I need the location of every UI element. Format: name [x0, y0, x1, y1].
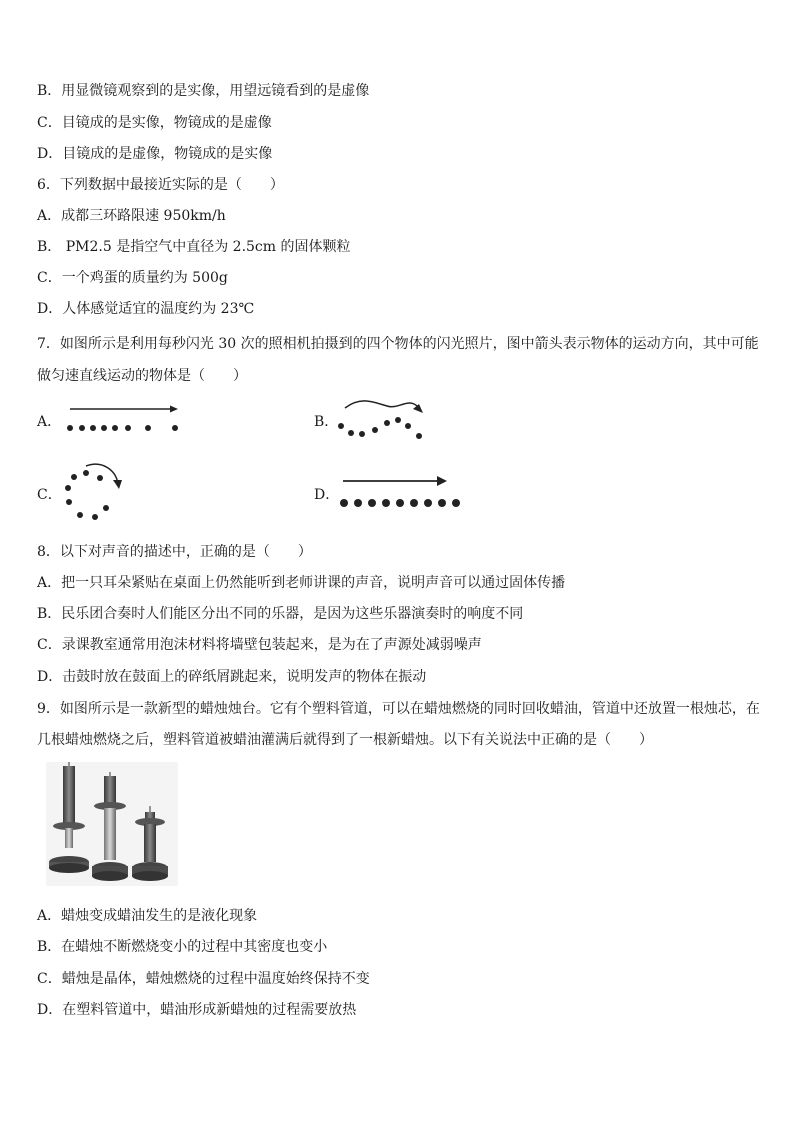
q5-option-b: B．用显微镜观察到的是实像，用望远镜看到的是虚像 — [37, 83, 370, 99]
dot-icon — [145, 425, 151, 431]
dot-icon — [83, 470, 89, 476]
q6-stem: 6．下列数据中最接近实际的是（ ） — [37, 177, 284, 193]
dot-icon — [395, 417, 401, 423]
q7-label-b: B． — [314, 414, 339, 430]
q9-stem-line1: 9．如图所示是一款新型的蜡烛烛台。它有个塑料管道，可以在蜡烛燃烧的同时回收蜡油，管道中还放置一根烛芯，在 — [37, 701, 760, 717]
dot-icon — [410, 499, 418, 507]
q9-stem-line2: 几根蜡烛燃烧之后，塑料管道被蜡油灌满后就得到了一根新蜡烛。以下有关说法中正确的是（ ） — [37, 732, 653, 748]
dot-icon — [71, 474, 77, 480]
dot-icon — [405, 423, 411, 429]
dot-icon — [101, 425, 107, 431]
dot-icon — [424, 499, 432, 507]
dot-icon — [77, 512, 83, 518]
arrow-icon — [345, 401, 423, 413]
dot-icon — [359, 431, 365, 437]
dot-icon — [348, 430, 354, 436]
arrow-icon — [343, 476, 447, 486]
dot-icon — [384, 420, 390, 426]
dot-icon — [90, 425, 96, 431]
q6-option-b: B． PM2.5 是指空气中直径为 2.5cm 的固体颗粒 — [37, 239, 351, 255]
q9-option-d: D．在塑料管道中，蜡油形成新蜡烛的过程需要放热 — [37, 1002, 357, 1018]
q7-stem-line1: 7．如图所示是利用每秒闪光 30 次的照相机拍摄到的四个物体的闪光照片，图中箭头表示物体的运动方向，其中可能 — [37, 336, 759, 352]
q7-label-d: D． — [314, 487, 340, 503]
q6-option-a: A．成都三环路限速 950km/h — [37, 208, 226, 224]
dot-icon — [172, 425, 178, 431]
q7-stem-line2: 做匀速直线运动的物体是（ ） — [37, 368, 247, 384]
arrow-icon — [86, 464, 122, 489]
dot-icon — [103, 505, 109, 511]
dot-icon — [125, 425, 131, 431]
q8-option-a: A．把一只耳朵紧贴在桌面上仍然能听到老师讲课的声音，说明声音可以通过固体传播 — [37, 575, 566, 591]
q7-figure-c — [58, 460, 130, 526]
dot-icon — [79, 425, 85, 431]
dot-icon — [452, 499, 460, 507]
q7-figure-b — [333, 396, 433, 444]
q7-label-a: A． — [37, 414, 62, 430]
q7-figure-a — [60, 400, 190, 440]
dot-icon — [368, 499, 376, 507]
dot-icon — [67, 425, 73, 431]
q9-option-a: A．蜡烛变成蜡油发生的是液化现象 — [37, 908, 258, 924]
dot-icon — [112, 425, 118, 431]
dot-icon — [65, 485, 71, 491]
dot-icon — [66, 499, 72, 505]
q5-option-c: C．目镜成的是实像，物镜成的是虚像 — [37, 115, 272, 131]
q6-option-c: C．一个鸡蛋的质量约为 500g — [37, 270, 228, 286]
q5-option-d: D．目镜成的是虚像，物镜成的是实像 — [37, 146, 273, 162]
dot-icon — [396, 499, 404, 507]
q9-option-b: B．在蜡烛不断燃烧变小的过程中其密度也变小 — [37, 939, 328, 955]
q9-option-c: C．蜡烛是晶体，蜡烛燃烧的过程中温度始终保持不变 — [37, 971, 370, 987]
dot-icon — [92, 514, 98, 520]
dot-icon — [97, 475, 103, 481]
q6-option-d: D．人体感觉适宜的温度约为 23℃ — [37, 301, 255, 317]
q9-candle-holder-photo — [46, 762, 178, 886]
q8-option-b: B．民乐团合奏时人们能区分出不同的乐器，是因为这些乐器演奏时的响度不同 — [37, 606, 524, 622]
q8-option-c: C．录课教室通常用泡沫材料将墙壁包装起来，是为在了声源处减弱噪声 — [37, 637, 482, 653]
dot-icon — [340, 499, 348, 507]
dot-icon — [372, 427, 378, 433]
q8-stem: 8．以下对声音的描述中，正确的是（ ） — [37, 544, 312, 560]
arrow-icon — [70, 406, 178, 413]
dot-icon — [438, 499, 446, 507]
dot-icon — [416, 433, 422, 439]
q8-option-d: D．击鼓时放在鼓面上的碎纸屑跳起来，说明发声的物体在振动 — [37, 669, 427, 685]
q7-label-c: C． — [37, 487, 62, 503]
q7-figure-d — [333, 470, 463, 510]
dot-icon — [382, 499, 390, 507]
dot-icon — [354, 499, 362, 507]
dot-icon — [338, 423, 344, 429]
